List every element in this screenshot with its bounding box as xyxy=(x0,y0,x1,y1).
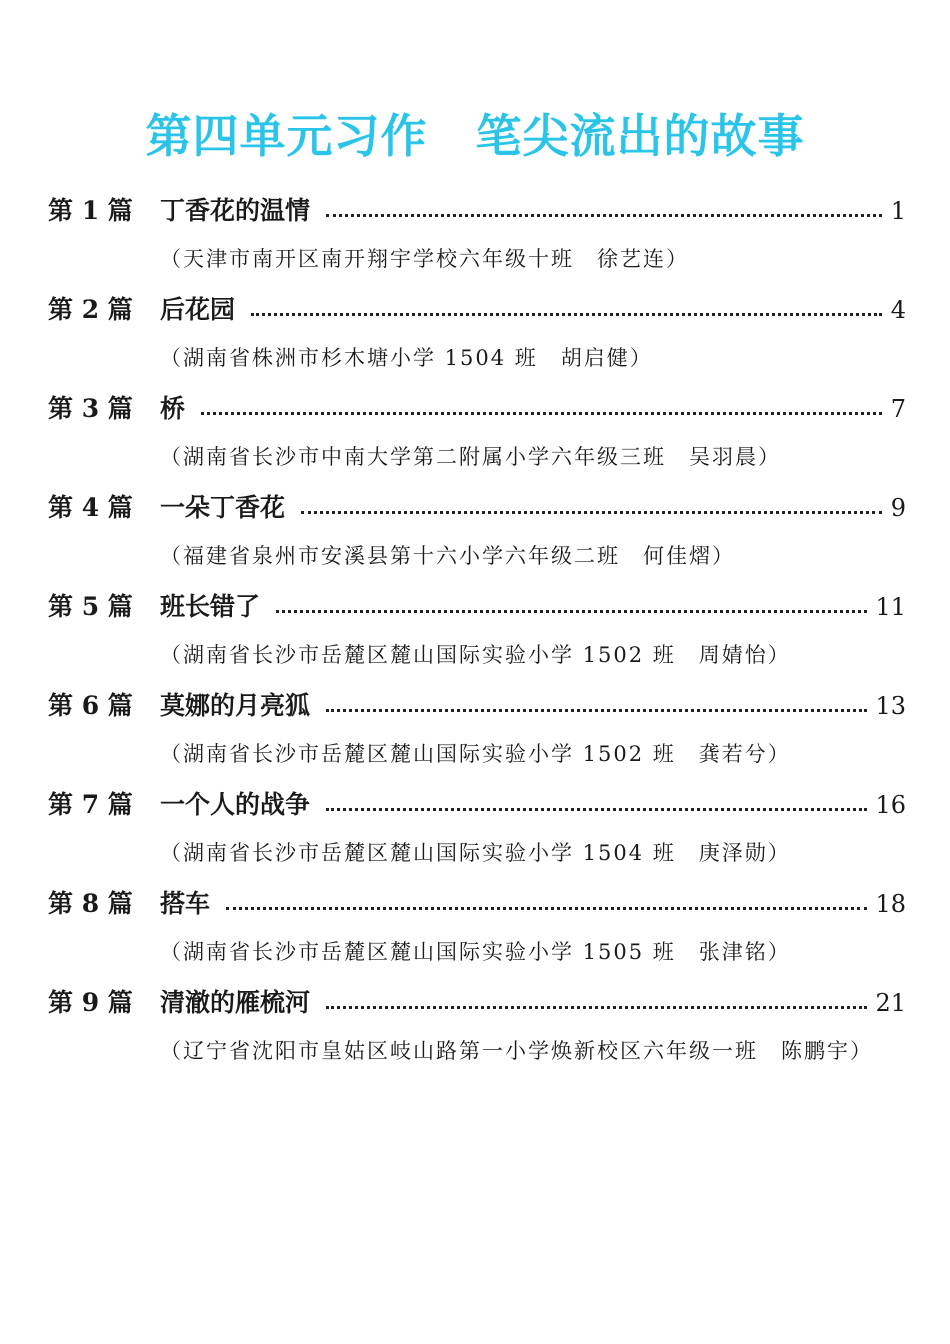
entry-number: 第 1 篇 xyxy=(48,196,133,225)
entry-title[interactable]: 一朵丁香花 xyxy=(160,493,286,522)
toc-entry-9[interactable] xyxy=(48,980,906,1079)
entry-number: 第 8 篇 xyxy=(48,889,133,918)
toc-entry-4[interactable] xyxy=(48,485,906,584)
unit-title-part2: 笔尖流出的故事 xyxy=(475,109,805,163)
dot-leader xyxy=(226,907,867,910)
entry-author: （湖南省长沙市岳麓区麓山国际实验小学 1502 班 龚若兮） xyxy=(160,742,791,766)
dot-leader xyxy=(326,1006,867,1009)
toc-entry-7[interactable] xyxy=(48,782,906,881)
entry-number: 第 6 篇 xyxy=(48,691,133,720)
dot-leader xyxy=(276,610,867,613)
entry-author: （湖南省长沙市岳麓区麓山国际实验小学 1502 班 周婧怡） xyxy=(160,643,791,667)
toc-entry-5[interactable] xyxy=(48,584,906,683)
entry-number: 第 3 篇 xyxy=(48,394,133,423)
toc-entry-6[interactable] xyxy=(48,683,906,782)
dot-leader xyxy=(326,709,867,712)
toc-entry-8[interactable] xyxy=(48,881,906,980)
entry-page-number: 7 xyxy=(890,395,906,423)
entry-page-number: 4 xyxy=(890,296,906,324)
entry-title[interactable]: 莫娜的月亮狐 xyxy=(160,691,311,720)
dot-leader xyxy=(201,412,882,415)
entry-page-number: 16 xyxy=(875,791,906,819)
entry-number: 第 5 篇 xyxy=(48,592,133,621)
entry-title[interactable]: 桥 xyxy=(160,394,186,423)
entry-title[interactable]: 后花园 xyxy=(160,295,236,324)
entry-title[interactable]: 丁香花的温情 xyxy=(160,196,311,225)
toc-entry-1[interactable] xyxy=(48,188,906,287)
dot-leader xyxy=(301,511,882,514)
toc-entry-2[interactable] xyxy=(48,287,906,386)
entry-number: 第 7 篇 xyxy=(48,790,133,819)
entry-page-number: 9 xyxy=(890,494,906,522)
entry-author: （湖南省长沙市中南大学第二附属小学六年级三班 吴羽晨） xyxy=(160,445,781,469)
entry-author: （湖南省株洲市杉木塘小学 1504 班 胡启健） xyxy=(160,346,653,370)
dot-leader xyxy=(251,313,882,316)
entry-number: 第 4 篇 xyxy=(48,493,133,522)
entry-title[interactable]: 班长错了 xyxy=(160,592,261,621)
entry-author: （湖南省长沙市岳麓区麓山国际实验小学 1505 班 张津铭） xyxy=(160,940,791,964)
table-of-contents xyxy=(48,188,906,1079)
entry-number: 第 9 篇 xyxy=(48,988,133,1017)
entry-author: （湖南省长沙市岳麓区麓山国际实验小学 1504 班 庚泽勋） xyxy=(160,841,791,865)
entry-page-number: 1 xyxy=(890,197,906,225)
entry-author: （福建省泉州市安溪县第十六小学六年级二班 何佳熠） xyxy=(160,544,735,568)
entry-page-number: 11 xyxy=(875,593,906,621)
entry-author: （天津市南开区南开翔宇学校六年级十班 徐艺连） xyxy=(160,247,689,271)
entry-title[interactable]: 一个人的战争 xyxy=(160,790,311,819)
unit-title-part1: 第四单元习作 xyxy=(145,109,428,163)
dot-leader xyxy=(326,214,882,217)
toc-entry-3[interactable] xyxy=(48,386,906,485)
entry-page-number: 13 xyxy=(875,692,906,720)
entry-title[interactable]: 清澈的雁梳河 xyxy=(160,988,311,1017)
dot-leader xyxy=(326,808,867,811)
unit-title xyxy=(0,104,950,168)
entry-number: 第 2 篇 xyxy=(48,295,133,324)
entry-author: （辽宁省沈阳市皇姑区岐山路第一小学焕新校区六年级一班 陈鹏宇） xyxy=(160,1039,873,1063)
entry-page-number: 18 xyxy=(875,890,906,918)
entry-page-number: 21 xyxy=(875,989,906,1017)
entry-title[interactable]: 搭车 xyxy=(160,889,211,918)
